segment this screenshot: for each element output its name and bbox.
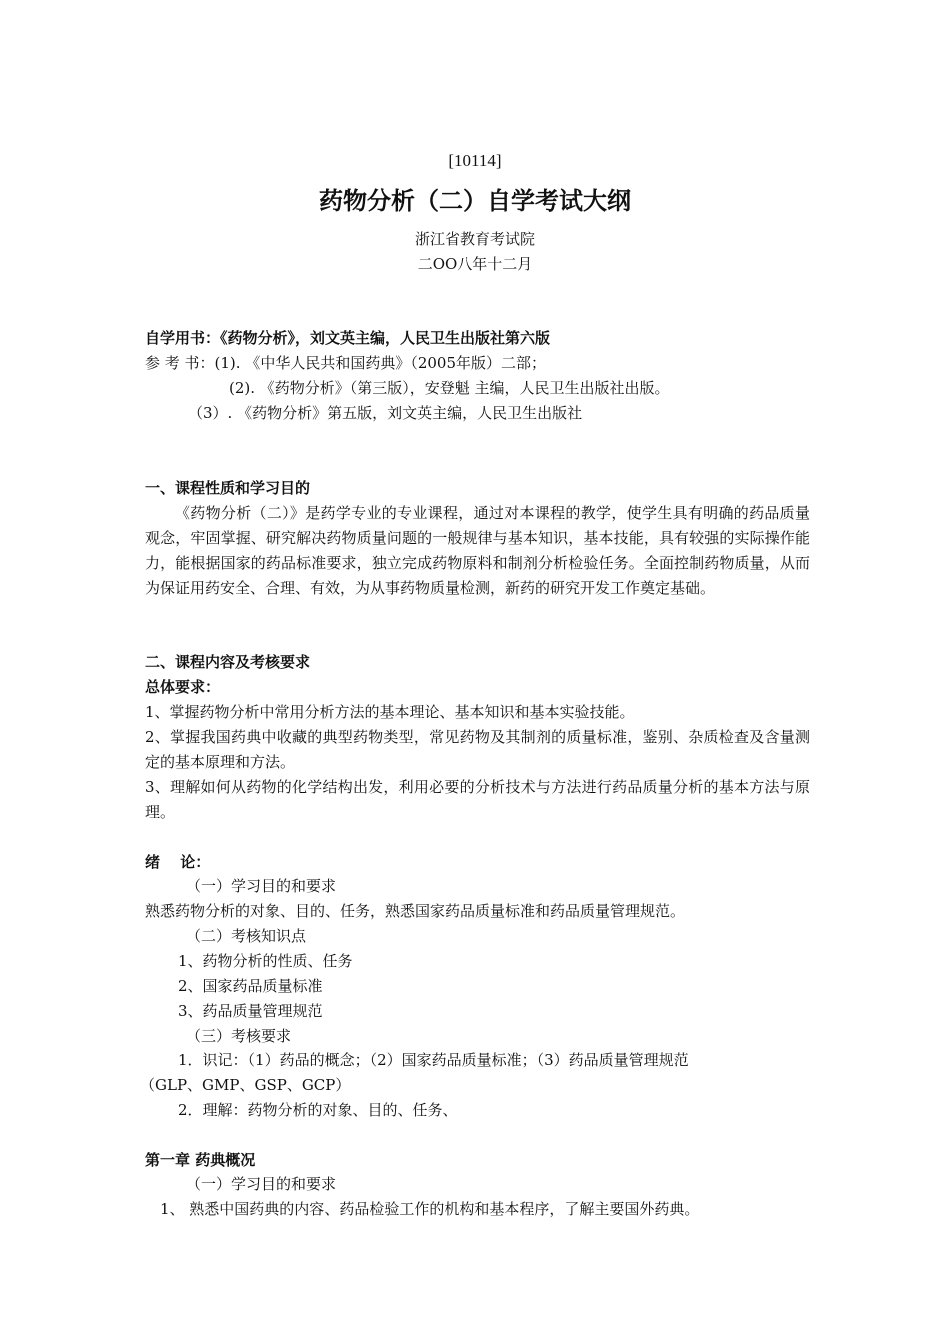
intro-knowledge-point-3: 3、药品质量管理规范 bbox=[178, 1002, 323, 1020]
intro-exam-requirements-title: （三）考核要求 bbox=[186, 1027, 292, 1045]
main-textbook: 自学用书：《药物分析》，刘文英主编，人民卫生出版社第六版 bbox=[145, 329, 551, 347]
intro-knowledge-points-title: （二）考核知识点 bbox=[186, 927, 307, 945]
introduction-heading: 绪 论： bbox=[145, 853, 211, 871]
section-1-paragraph: 《药物分析（二）》是药学专业的专业课程，通过对本课程的教学，使学生具有明确的药品质量观念，牢固掌握、研究解决药物质量问题的一般规律与基本知识，基本技能，具有较强的实际操作能力，能根据国家的药品标准要求，独立完成药物原料和制剂分析检验任务。全面控制药物质量，从而为保证用药安全、合理、有效，为从事药物质量检测，新药的研究开发工作奠定基础。 bbox=[145, 504, 810, 597]
document-title: 药物分析（二）自学考试大纲 bbox=[319, 186, 631, 215]
intro-requirement-1-continued: （GLP、GMP、GSP、GCP） bbox=[140, 1076, 351, 1094]
requirement-item-2: 2、掌握我国药典中收藏的典型药物类型，常见药物及其制剂的质量标准，鉴别、杂质检查及含量测定的基本原理和方法。 bbox=[145, 728, 810, 771]
intro-objectives-body: 熟悉药物分析的对象、目的、任务，熟悉国家药品质量标准和药品质量管理规范。 bbox=[145, 902, 686, 920]
intro-objectives-title: （一）学习目的和要求 bbox=[186, 877, 337, 895]
general-requirements-label: 总体要求： bbox=[145, 678, 221, 696]
intro-knowledge-point-1: 1、药物分析的性质、任务 bbox=[178, 952, 353, 970]
requirement-item-1: 1、掌握药物分析中常用分析方法的基本理论、基本知识和基本实验技能。 bbox=[145, 703, 635, 721]
intro-requirement-1: 1．识记：（1）药品的概念；（2）国家药品质量标准；（3）药品质量管理规范 bbox=[178, 1051, 689, 1069]
chapter-1-objective-1: 1、 熟悉中国药典的内容、药品检验工作的机构和基本程序，了解主要国外药典。 bbox=[160, 1200, 700, 1218]
requirement-item-3: 3、理解如何从药物的化学结构出发，利用必要的分析技术与方法进行药品质量分析的基本方法与原理。 bbox=[145, 778, 810, 821]
intro-knowledge-point-2: 2、国家药品质量标准 bbox=[178, 977, 323, 995]
chapter-1-objectives-title: （一）学习目的和要求 bbox=[186, 1175, 337, 1193]
reference-book-2: (2). 《药物分析》（第三版），安登魁 主编，人民卫生出版社出版。 bbox=[229, 379, 670, 397]
reference-book-1: 参 考 书：(1). 《中华人民共和国药典》（2005年版）二部； bbox=[145, 354, 546, 372]
chapter-1-heading: 第一章 药典概况 bbox=[145, 1151, 256, 1169]
section-1-heading: 一、课程性质和学习目的 bbox=[145, 479, 311, 497]
issuing-organization: 浙江省教育考试院 bbox=[414, 230, 535, 248]
section-2-heading: 二、课程内容及考核要求 bbox=[145, 653, 311, 671]
issue-date: 二OO八年十二月 bbox=[417, 255, 533, 273]
document-code: [10114] bbox=[448, 151, 502, 170]
reference-book-3: （3）. 《药物分析》第五版，刘文英主编，人民卫生出版社 bbox=[188, 404, 583, 422]
intro-requirement-2: 2．理解：药物分析的对象、目的、任务、 bbox=[178, 1101, 458, 1119]
